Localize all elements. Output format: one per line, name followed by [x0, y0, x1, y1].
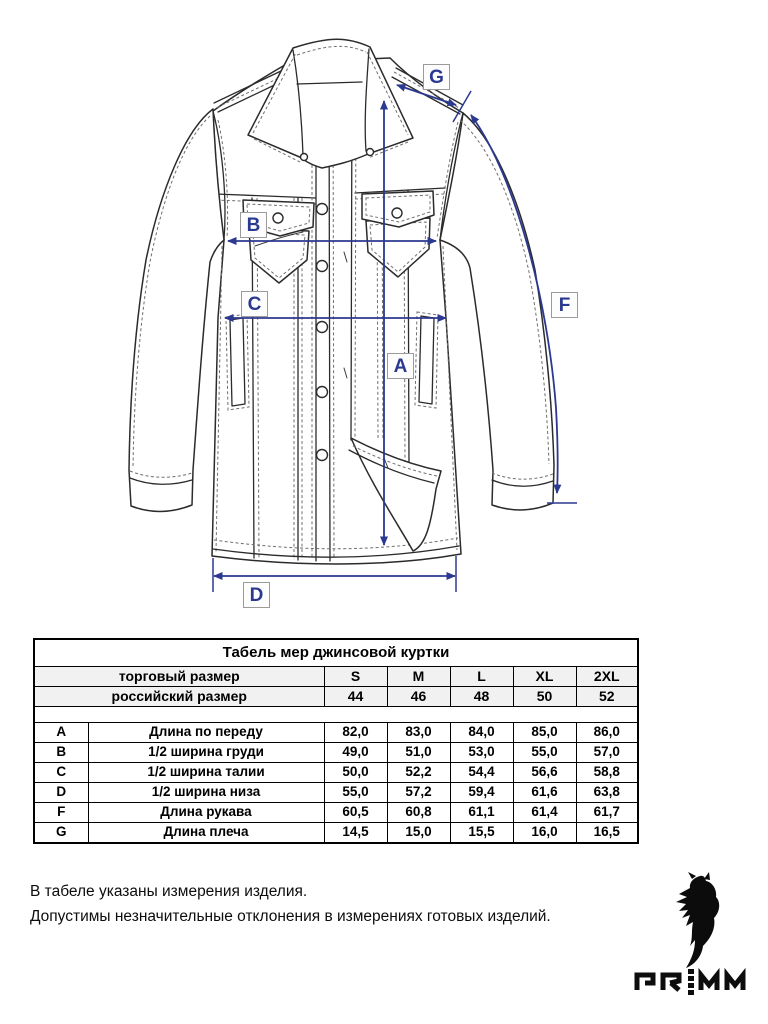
measure-value-cell: 16,0: [513, 823, 576, 844]
table-spacer-row: [34, 707, 638, 723]
measure-name-cell: Длина по переду: [88, 723, 324, 743]
measure-value-cell: 51,0: [387, 743, 450, 763]
measure-value-cell: 58,8: [576, 763, 638, 783]
size-table: [33, 638, 639, 844]
measure-value-cell: 56,6: [513, 763, 576, 783]
measure-name-cell: Длина плеча: [88, 823, 324, 844]
table-title-row: [34, 639, 638, 667]
measure-value-cell: 14,5: [324, 823, 387, 844]
measure-value-cell: 86,0: [576, 723, 638, 743]
measure-value-cell: 83,0: [387, 723, 450, 743]
measure-value-cell: 60,8: [387, 803, 450, 823]
measure-value-cell: 60,5: [324, 803, 387, 823]
measure-label-b: B: [240, 212, 267, 238]
measure-name-cell: Длина рукава: [88, 803, 324, 823]
size-value-cell: S: [324, 667, 387, 687]
measure-label-d: D: [243, 582, 270, 608]
brand-logo: [612, 868, 768, 1008]
measure-value-cell: 61,1: [450, 803, 513, 823]
table-spacer-cell: [34, 707, 638, 723]
measurement-rows: [34, 723, 638, 844]
size-value-cell: 50: [513, 687, 576, 707]
measure-value-cell: 57,2: [387, 783, 450, 803]
measure-code-cell: F: [34, 803, 88, 823]
measure-value-cell: 57,0: [576, 743, 638, 763]
size-value-cell: XL: [513, 667, 576, 687]
measure-value-cell: 82,0: [324, 723, 387, 743]
measure-code-cell: B: [34, 743, 88, 763]
measurement-row: [34, 743, 638, 763]
measure-label-c: C: [241, 291, 268, 317]
size-header-row: [34, 667, 638, 687]
measure-code-cell: A: [34, 723, 88, 743]
measure-value-cell: 53,0: [450, 743, 513, 763]
size-value-cell: 44: [324, 687, 387, 707]
measure-value-cell: 16,5: [576, 823, 638, 844]
measurement-row: [34, 783, 638, 803]
measure-value-cell: 63,8: [576, 783, 638, 803]
size-header-row: [34, 687, 638, 707]
measurement-row: [34, 823, 638, 844]
size-row-label: торговый размер: [34, 667, 324, 687]
size-value-cell: 2XL: [576, 667, 638, 687]
measure-value-cell: 85,0: [513, 723, 576, 743]
brand-wordmark: [637, 969, 743, 995]
size-value-cell: M: [387, 667, 450, 687]
measure-value-cell: 50,0: [324, 763, 387, 783]
measurement-row: [34, 763, 638, 783]
measure-value-cell: 54,4: [450, 763, 513, 783]
size-value-cell: 46: [387, 687, 450, 707]
measure-name-cell: 1/2 ширина талии: [88, 763, 324, 783]
measure-value-cell: 61,6: [513, 783, 576, 803]
footer-note-1: В табеле указаны измерения изделия.: [30, 883, 308, 900]
measure-code-cell: G: [34, 823, 88, 844]
measure-code-cell: C: [34, 763, 88, 783]
size-header-rows: [34, 667, 638, 707]
measurement-row: [34, 803, 638, 823]
measure-name-cell: 1/2 ширина низа: [88, 783, 324, 803]
measure-value-cell: 15,0: [387, 823, 450, 844]
measurement-row: [34, 723, 638, 743]
measure-code-cell: D: [34, 783, 88, 803]
size-value-cell: 52: [576, 687, 638, 707]
measure-label-g: G: [423, 64, 450, 90]
footer-note-2: Допустимы незначительные отклонения в измерениях готовых изделий.: [30, 908, 551, 925]
measure-value-cell: 55,0: [513, 743, 576, 763]
measure-value-cell: 52,2: [387, 763, 450, 783]
measure-label-a: A: [387, 353, 414, 379]
measure-label-f: F: [551, 292, 578, 318]
measure-value-cell: 49,0: [324, 743, 387, 763]
size-row-label: российский размер: [34, 687, 324, 707]
measure-name-cell: 1/2 ширина груди: [88, 743, 324, 763]
measure-value-cell: 55,0: [324, 783, 387, 803]
lion-head-icon: [676, 872, 719, 968]
measure-value-cell: 61,7: [576, 803, 638, 823]
measure-value-cell: 59,4: [450, 783, 513, 803]
size-value-cell: L: [450, 667, 513, 687]
table-title: Табель мер джинсовой куртки: [34, 639, 638, 667]
measure-value-cell: 61,4: [513, 803, 576, 823]
measure-value-cell: 84,0: [450, 723, 513, 743]
size-value-cell: 48: [450, 687, 513, 707]
measure-value-cell: 15,5: [450, 823, 513, 844]
